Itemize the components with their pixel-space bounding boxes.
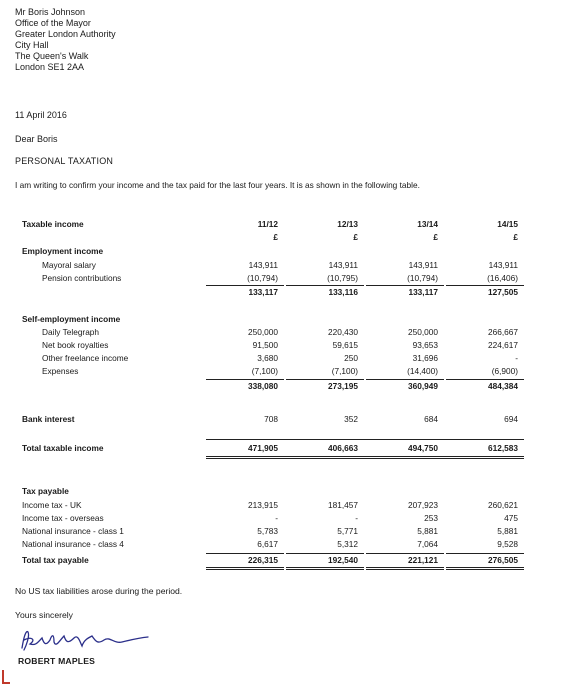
intro-paragraph: I am writing to confirm your income and the tax paid for the last four years. It is as shown in the following table. bbox=[15, 180, 420, 190]
address-line: Mr Boris Johnson bbox=[15, 7, 86, 17]
section-title: Employment income bbox=[22, 246, 104, 256]
cell-value: 91,500 bbox=[252, 340, 278, 350]
total-value: 471,905 bbox=[248, 443, 278, 453]
year-column-header: 12/13 bbox=[337, 219, 358, 229]
subtotal-rule bbox=[446, 553, 524, 554]
cell-value: 143,911 bbox=[408, 260, 438, 270]
row-label: Mayoral salary bbox=[42, 260, 96, 270]
subtotal-rule bbox=[286, 379, 364, 380]
subtotal-rule bbox=[286, 285, 364, 286]
row-label: Pension contributions bbox=[42, 273, 122, 283]
address-line: The Queen's Walk bbox=[15, 51, 89, 61]
subtotal-value: 273,195 bbox=[328, 381, 358, 391]
subtotal-value: 338,080 bbox=[248, 381, 278, 391]
cell-value: 475 bbox=[504, 513, 518, 523]
handwritten-signature bbox=[18, 628, 168, 659]
currency-symbol: £ bbox=[513, 232, 518, 242]
address-line: London SE1 2AA bbox=[15, 62, 85, 72]
total-rule-bottom bbox=[366, 569, 444, 570]
cell-value: - bbox=[355, 513, 358, 523]
cell-value: 9,528 bbox=[497, 539, 518, 549]
cell-value: 3,680 bbox=[257, 353, 278, 363]
cell-value: 143,911 bbox=[488, 260, 518, 270]
total-value: 612,583 bbox=[488, 443, 518, 453]
section-title: Tax payable bbox=[22, 486, 69, 496]
cell-value: (10,794) bbox=[247, 273, 278, 283]
cell-value: 5,881 bbox=[497, 526, 518, 536]
subtotal-value: 133,116 bbox=[328, 287, 358, 297]
total-value: 276,505 bbox=[488, 555, 518, 565]
total-rule-bottom bbox=[446, 567, 524, 568]
total-rule-bottom bbox=[206, 567, 284, 568]
total-value: 221,121 bbox=[408, 555, 438, 565]
cell-value: - bbox=[515, 353, 518, 363]
cell-value: 224,617 bbox=[488, 340, 518, 350]
total-value: 494,750 bbox=[408, 443, 438, 453]
cell-value: 260,621 bbox=[488, 500, 518, 510]
subtotal-rule bbox=[206, 553, 284, 554]
cell-value: 59,615 bbox=[332, 340, 358, 350]
currency-symbol: £ bbox=[433, 232, 438, 242]
row-label: Bank interest bbox=[22, 414, 75, 424]
cell-value: 220,430 bbox=[328, 327, 358, 337]
cell-value: 181,457 bbox=[328, 500, 358, 510]
total-rule-bottom bbox=[366, 567, 444, 568]
salutation: Dear Boris bbox=[15, 134, 58, 144]
cell-value: 5,312 bbox=[337, 539, 358, 549]
row-label: Daily Telegraph bbox=[42, 327, 100, 337]
cell-value: (10,794) bbox=[407, 273, 438, 283]
cell-value: 31,696 bbox=[412, 353, 438, 363]
cell-value: - bbox=[275, 513, 278, 523]
total-value: 192,540 bbox=[328, 555, 358, 565]
cell-value: (6,900) bbox=[491, 366, 518, 376]
subtotal-rule bbox=[286, 553, 364, 554]
cell-value: (16,406) bbox=[487, 273, 518, 283]
row-label: National insurance - class 4 bbox=[22, 539, 124, 549]
total-rule-bottom bbox=[206, 569, 284, 570]
cell-value: 213,915 bbox=[248, 500, 278, 510]
cell-value: (14,400) bbox=[407, 366, 438, 376]
year-column-header: 13/14 bbox=[417, 219, 438, 229]
total-rule-bottom bbox=[286, 569, 364, 570]
cell-value: 5,771 bbox=[337, 526, 358, 536]
cell-value: 207,923 bbox=[408, 500, 438, 510]
row-label: Expenses bbox=[42, 366, 79, 376]
currency-symbol: £ bbox=[353, 232, 358, 242]
cell-value: 7,064 bbox=[417, 539, 438, 549]
total-rule-bottom bbox=[206, 456, 524, 457]
us-tax-note: No US tax liabilities arose during the period. bbox=[15, 586, 183, 596]
header-label: Taxable income bbox=[22, 219, 84, 229]
subtotal-rule bbox=[446, 285, 524, 286]
cell-value: 694 bbox=[504, 414, 518, 424]
total-rule-top bbox=[206, 439, 524, 440]
total-rule-bottom bbox=[286, 567, 364, 568]
subtotal-rule bbox=[366, 285, 444, 286]
row-label: Other freelance income bbox=[42, 353, 129, 363]
cell-value: (10,795) bbox=[327, 273, 358, 283]
year-column-header: 11/12 bbox=[257, 219, 278, 229]
cell-value: 250,000 bbox=[248, 327, 278, 337]
total-rule-bottom bbox=[206, 458, 524, 459]
total-value: 406,663 bbox=[328, 443, 358, 453]
signatory-name: ROBERT MAPLES bbox=[18, 656, 96, 666]
cell-value: 352 bbox=[344, 414, 358, 424]
cell-value: 708 bbox=[264, 414, 278, 424]
cell-value: (7,100) bbox=[331, 366, 358, 376]
row-label: Total taxable income bbox=[22, 443, 104, 453]
cell-value: 5,783 bbox=[257, 526, 278, 536]
closing-phrase: Yours sincerely bbox=[15, 610, 73, 620]
subtotal-value: 484,384 bbox=[488, 381, 518, 391]
cell-value: 143,911 bbox=[328, 260, 358, 270]
subtotal-value: 133,117 bbox=[408, 287, 438, 297]
total-rule-bottom bbox=[446, 569, 524, 570]
cell-value: 250 bbox=[344, 353, 358, 363]
address-line: City Hall bbox=[15, 40, 49, 50]
subject-heading: PERSONAL TAXATION bbox=[15, 156, 114, 166]
address-line: Greater London Authority bbox=[15, 29, 116, 39]
cell-value: 253 bbox=[424, 513, 438, 523]
row-label: Net book royalties bbox=[42, 340, 109, 350]
cell-value: 5,881 bbox=[417, 526, 438, 536]
row-label: Income tax - UK bbox=[22, 500, 82, 510]
subtotal-rule bbox=[446, 379, 524, 380]
subtotal-rule bbox=[206, 379, 284, 380]
subtotal-rule bbox=[366, 553, 444, 554]
subtotal-value: 133,117 bbox=[248, 287, 278, 297]
currency-symbol: £ bbox=[273, 232, 278, 242]
total-value: 226,315 bbox=[248, 555, 278, 565]
year-column-header: 14/15 bbox=[497, 219, 518, 229]
cell-value: 684 bbox=[424, 414, 438, 424]
margin-mark bbox=[2, 670, 10, 684]
subtotal-value: 127,505 bbox=[488, 287, 518, 297]
letter-date: 11 April 2016 bbox=[15, 110, 67, 120]
cell-value: 93,653 bbox=[412, 340, 438, 350]
subtotal-rule bbox=[366, 379, 444, 380]
cell-value: 143,911 bbox=[248, 260, 278, 270]
section-title: Self-employment income bbox=[22, 314, 121, 324]
row-label: Income tax - overseas bbox=[22, 513, 104, 523]
cell-value: 266,667 bbox=[488, 327, 518, 337]
subtotal-rule bbox=[206, 285, 284, 286]
row-label: Total tax payable bbox=[22, 555, 89, 565]
cell-value: 250,000 bbox=[408, 327, 438, 337]
address-line: Office of the Mayor bbox=[15, 18, 91, 28]
cell-value: 6,617 bbox=[257, 539, 278, 549]
subtotal-value: 360,949 bbox=[408, 381, 438, 391]
row-label: National insurance - class 1 bbox=[22, 526, 124, 536]
cell-value: (7,100) bbox=[251, 366, 278, 376]
